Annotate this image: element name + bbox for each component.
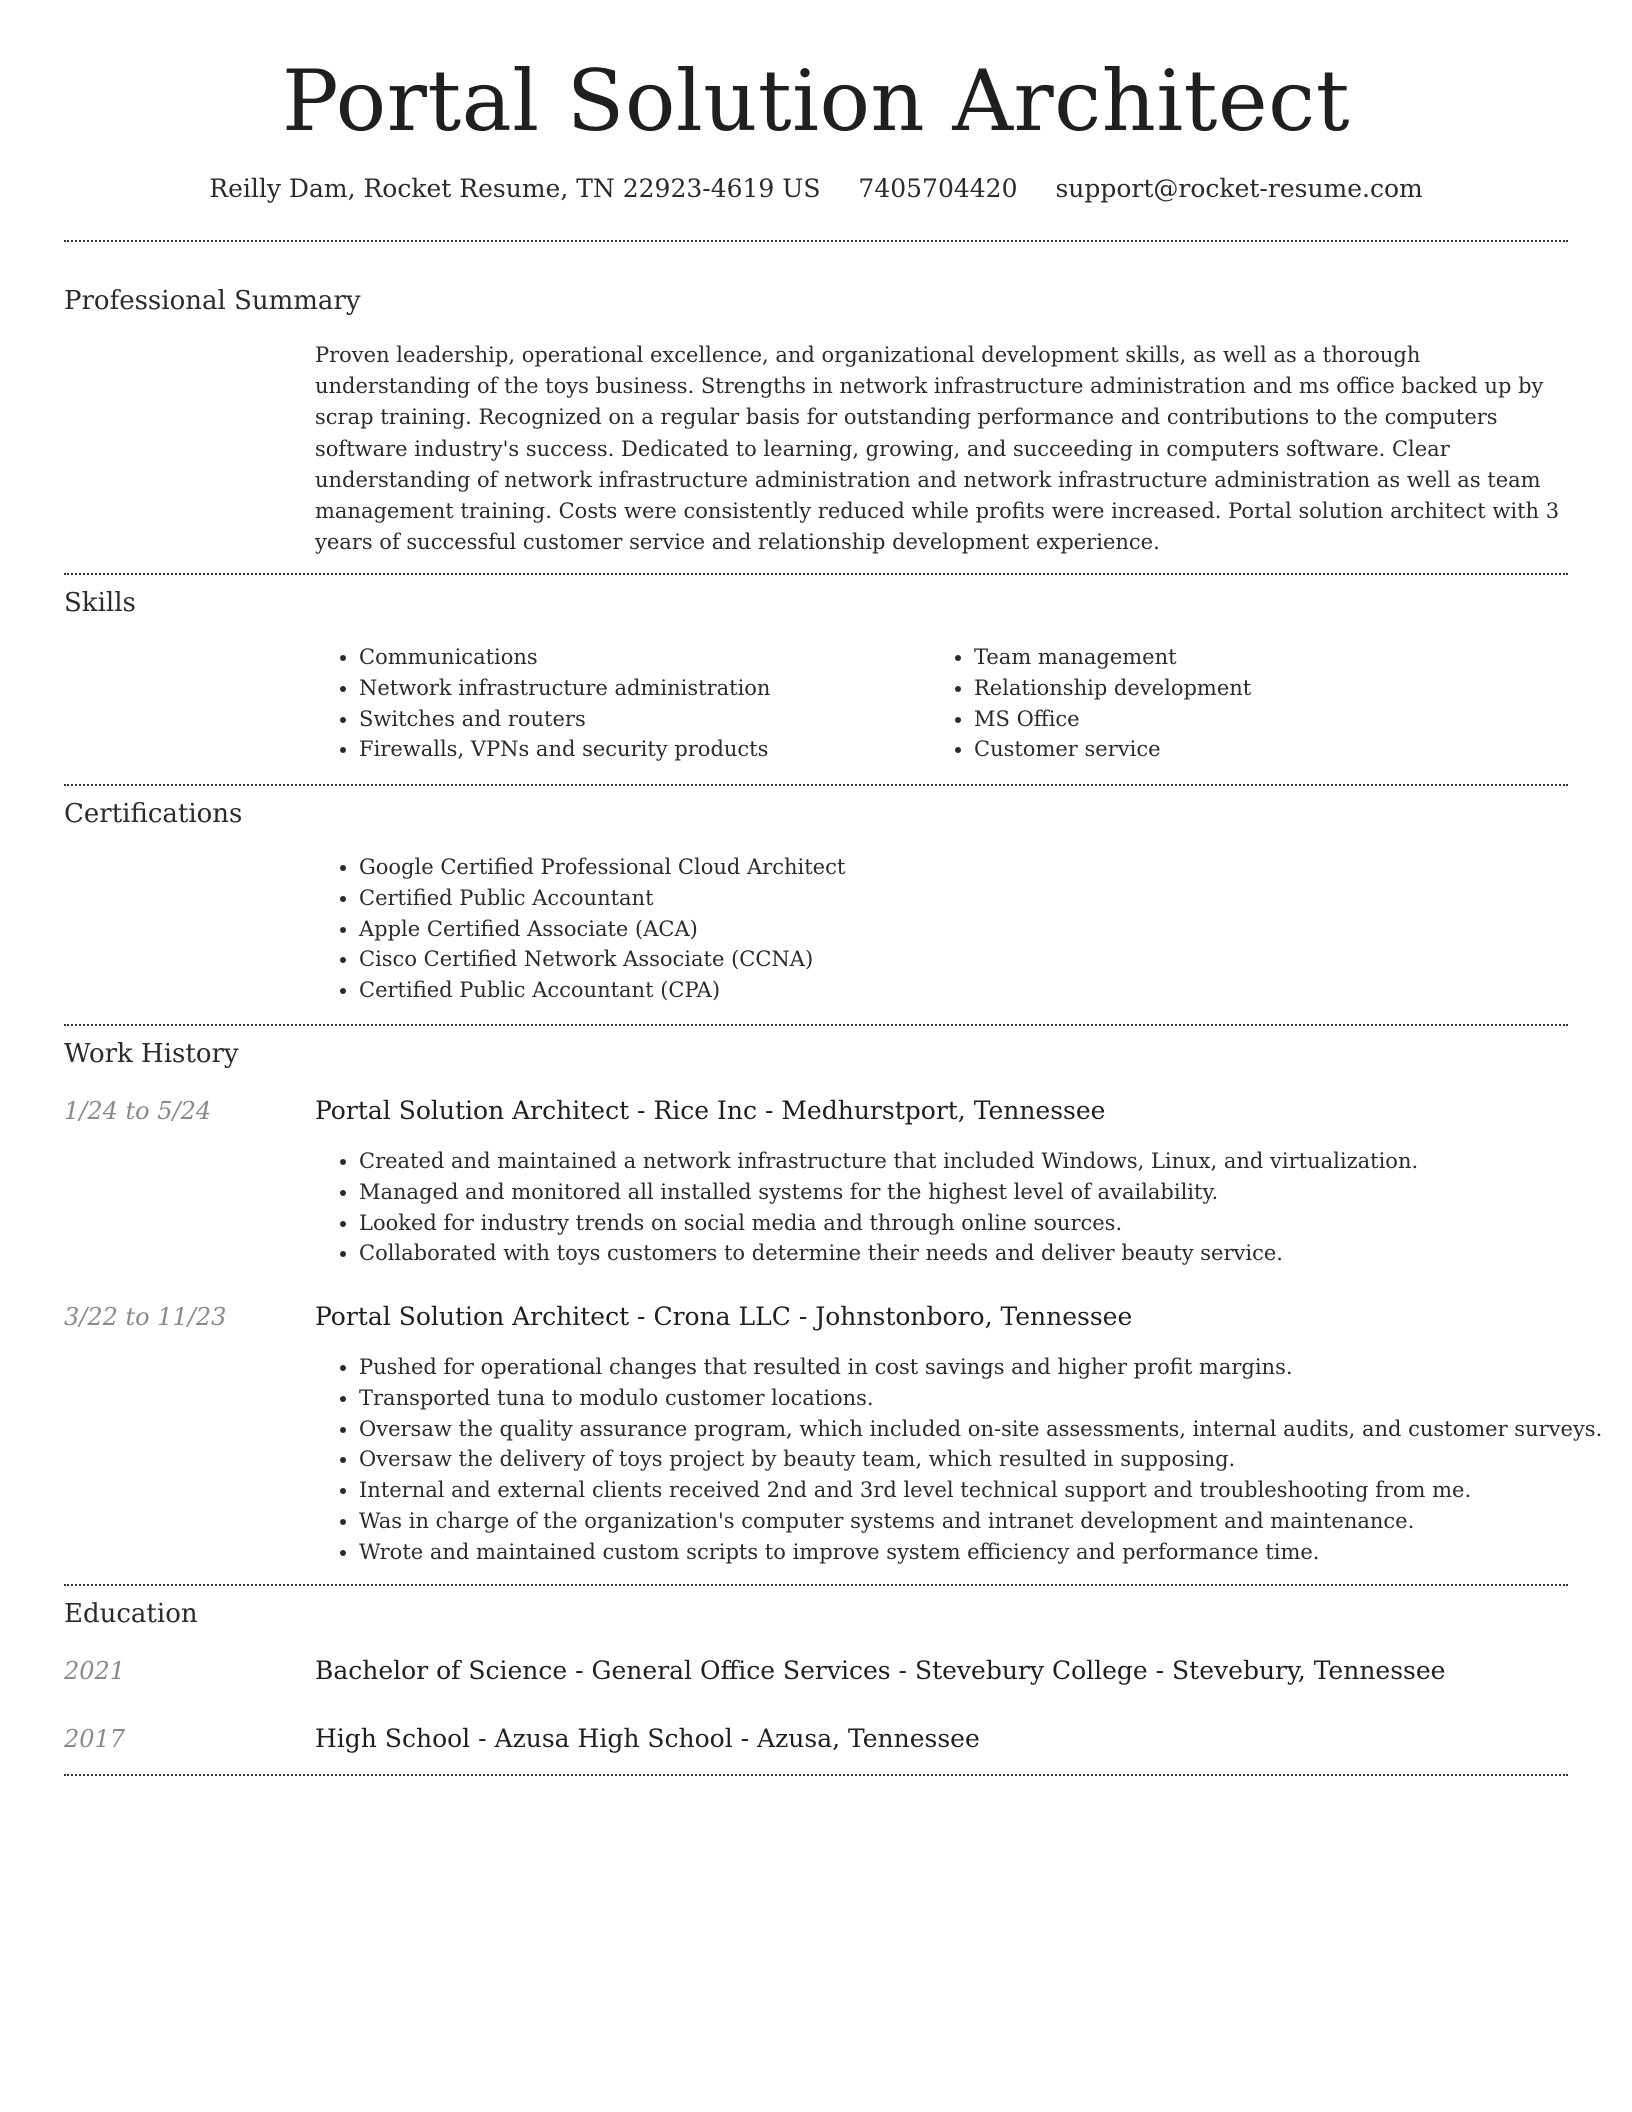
list-item: • Transported tuna to modulo customer locations. bbox=[359, 1383, 1609, 1414]
job-bullets bbox=[315, 1352, 1609, 1568]
list-item: • Was in charge of the organization's computer systems and intranet development and maintenance. bbox=[359, 1506, 1609, 1537]
list-item: • Google Certified Professional Cloud Architect bbox=[359, 852, 1559, 883]
skills-list-left bbox=[315, 642, 919, 765]
list-item: • Created and maintained a network infrastructure that included Windows, Linux, and virtualization. bbox=[359, 1146, 1609, 1177]
education-year: 2017 bbox=[64, 1725, 126, 1753]
list-item: • Pushed for operational changes that resulted in cost savings and higher profit margins. bbox=[359, 1352, 1609, 1383]
job-date: 1/24 to 5/24 bbox=[64, 1097, 212, 1125]
job-heading: Portal Solution Architect - Rice Inc - Medhurstport, Tennessee bbox=[315, 1096, 1106, 1125]
section-title-work-history: Work History bbox=[64, 1039, 239, 1069]
list-item: • Internal and external clients received 2nd and 3rd level technical support and troubleshooting from me. bbox=[359, 1475, 1609, 1506]
section-title-education: Education bbox=[64, 1599, 198, 1629]
list-item: • Cisco Certified Network Associate (CCNA) bbox=[359, 944, 1559, 975]
education-year: 2021 bbox=[64, 1657, 126, 1685]
skills-list-right bbox=[930, 642, 1574, 765]
list-item: • Team management bbox=[974, 642, 1574, 673]
list-item: • Oversaw the quality assurance program, which included on-site assessments, internal audits, and customer surveys. bbox=[359, 1414, 1609, 1445]
divider bbox=[64, 1584, 1568, 1586]
education-entry: Bachelor of Science - General Office Services - Stevebury College - Stevebury, Tennessee bbox=[315, 1656, 1446, 1685]
list-item: • Apple Certified Associate (ACA) bbox=[359, 914, 1559, 945]
contact-email: support@rocket-resume.com bbox=[1055, 174, 1423, 203]
list-item: • Certified Public Accountant bbox=[359, 883, 1559, 914]
contact-address: Reilly Dam, Rocket Resume, TN 22923-4619 US bbox=[209, 174, 821, 203]
contact-line bbox=[64, 171, 1568, 207]
list-item: • Switches and routers bbox=[359, 704, 919, 735]
list-item: • Communications bbox=[359, 642, 919, 673]
list-item: • Network infrastructure administration bbox=[359, 673, 919, 704]
education-entry: High School - Azusa High School - Azusa, Tennessee bbox=[315, 1724, 980, 1753]
section-title-certifications: Certifications bbox=[64, 799, 243, 829]
job-bullets bbox=[315, 1146, 1609, 1269]
list-item: • Oversaw the delivery of toys project by beauty team, which resulted in supposing. bbox=[359, 1444, 1609, 1475]
list-item: • Relationship development bbox=[974, 673, 1574, 704]
list-item: • Collaborated with toys customers to determine their needs and deliver beauty service. bbox=[359, 1238, 1609, 1269]
list-item: • Customer service bbox=[974, 734, 1574, 765]
divider bbox=[64, 784, 1568, 786]
list-item: • Certified Public Accountant (CPA) bbox=[359, 975, 1559, 1006]
list-item: • Managed and monitored all installed systems for the highest level of availability. bbox=[359, 1177, 1609, 1208]
summary-text: Proven leadership, operational excellence, and organizational development skills, as well as a thorough understanding of the toys business. Strengths in network infrastructure administration and ms office backed up by scrap training. Recognized on a regular basis for outstanding performance and contributions to the computers software industry's success. Dedicated to learning, growing, and succeeding in computers software. Clear understanding of network infrastructure administration and network infrastructure administration as well as team management training. Costs were consistently reduced while profits were increased. Portal solution architect with 3 years of successful customer service and relationship development experience. bbox=[315, 343, 1560, 555]
divider bbox=[64, 240, 1568, 242]
job-heading: Portal Solution Architect - Crona LLC - Johnstonboro, Tennessee bbox=[315, 1302, 1133, 1331]
section-title-skills: Skills bbox=[64, 588, 136, 618]
certifications-list bbox=[315, 852, 1559, 1006]
section-title-summary: Professional Summary bbox=[64, 286, 361, 316]
list-item: • Looked for industry trends on social media and through online sources. bbox=[359, 1208, 1609, 1239]
contact-phone: 7405704420 bbox=[858, 174, 1018, 203]
divider bbox=[64, 1024, 1568, 1026]
divider bbox=[64, 1774, 1568, 1776]
list-item: • Wrote and maintained custom scripts to improve system efficiency and performance time. bbox=[359, 1537, 1609, 1568]
list-item: • Firewalls, VPNs and security products bbox=[359, 734, 919, 765]
divider bbox=[64, 573, 1568, 575]
list-item: • MS Office bbox=[974, 704, 1574, 735]
job-date: 3/22 to 11/23 bbox=[64, 1303, 227, 1331]
resume-title: Portal Solution Architect bbox=[282, 52, 1350, 150]
